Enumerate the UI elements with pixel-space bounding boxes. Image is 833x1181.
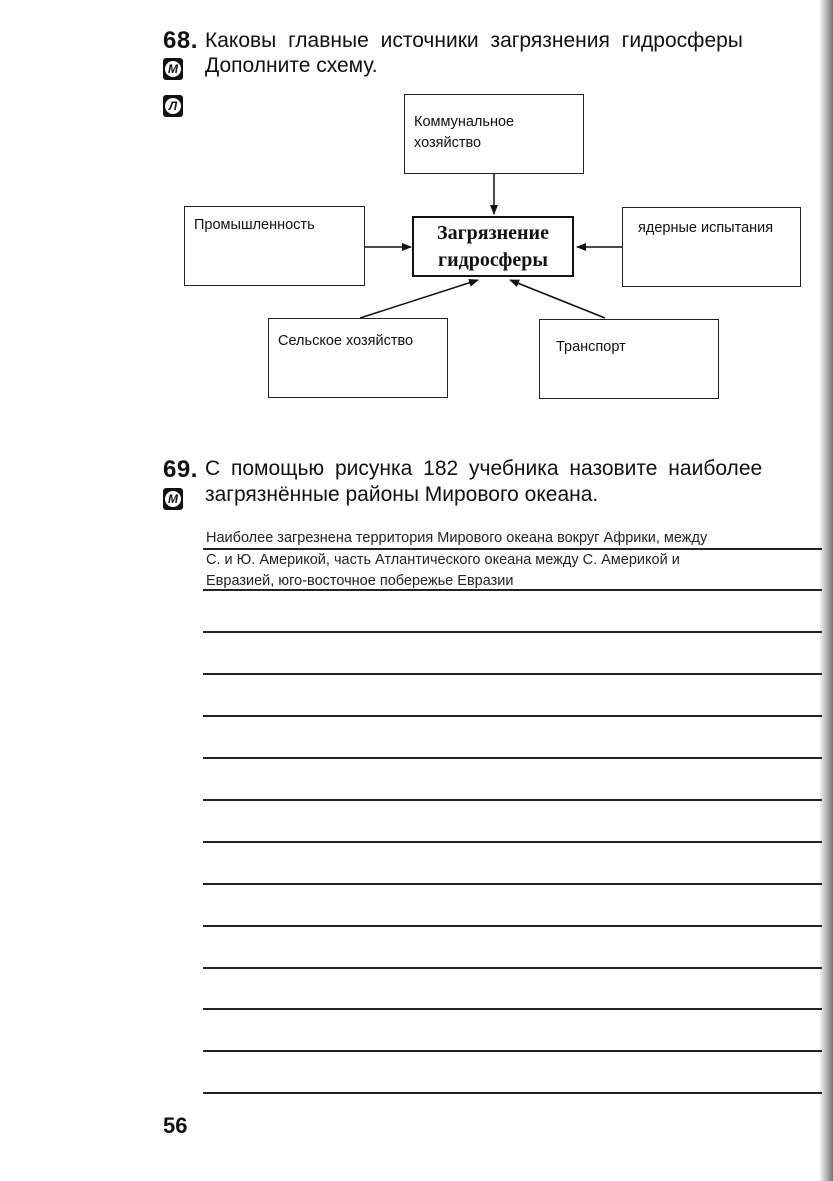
writing-line: [203, 1008, 822, 1010]
writing-line: [203, 757, 822, 759]
node-agriculture-label: Сельское хозяйство: [278, 333, 414, 349]
method-badge-letter: М: [165, 491, 181, 507]
writing-line: [203, 925, 822, 927]
answer-line: Евразией, юго-восточное побережье Евразии: [206, 573, 514, 589]
writing-line: [203, 1050, 822, 1052]
question-69-line1: С помощью рисунка 182 учебника назовите наиболее: [205, 457, 763, 480]
answer-line: С. и Ю. Америкой, часть Атлантического океана между С. Америкой и: [206, 551, 680, 568]
node-communal-line1: Коммунальное: [414, 114, 515, 130]
writing-line: [203, 967, 822, 969]
question-69-number: 69.: [163, 456, 198, 483]
node-center-hydrosphere-pollution: [412, 216, 574, 277]
question-68-line1: Каковы главные источники загрязнения гидросферы: [205, 29, 743, 52]
writing-line: [203, 1092, 822, 1094]
question-69-line2: загрязнённые районы Мирового океана.: [205, 483, 599, 506]
question-68-line2: Дополните схему.: [205, 54, 378, 77]
answer-text: [206, 528, 802, 593]
logic-badge-letter: Л: [165, 98, 181, 114]
arrow-bottom-left: [360, 280, 478, 318]
node-center-line1: Загрязнение: [437, 222, 549, 244]
node-communal-line2: хозяйство: [414, 135, 482, 151]
node-industry-label: Промышленность: [194, 217, 315, 233]
node-transport: [539, 319, 719, 399]
arrow-bottom-right: [510, 280, 605, 318]
node-transport-label: Транспорт: [556, 339, 626, 355]
writing-line: [203, 883, 822, 885]
writing-line: [203, 799, 822, 801]
writing-line: [203, 715, 822, 717]
writing-line: [203, 589, 822, 591]
writing-line: [203, 673, 822, 675]
node-agriculture: [268, 318, 448, 398]
node-nuclear-tests-label: ядерные испытания: [638, 220, 774, 236]
node-industry: [184, 206, 365, 286]
writing-line: [203, 548, 822, 550]
node-communal: [404, 94, 584, 174]
question-68-number: 68.: [163, 27, 198, 54]
node-center-line2: гидросферы: [438, 249, 548, 271]
page-number: 56: [163, 1113, 188, 1138]
node-nuclear-tests: [622, 207, 801, 287]
answer-line: Наиболее загрезнена территория Мирового океана вокруг Африки, между: [206, 530, 708, 546]
writing-line: [203, 631, 822, 633]
writing-line: [203, 841, 822, 843]
method-badge-icon: [163, 488, 183, 510]
method-badge-letter: М: [165, 61, 181, 77]
